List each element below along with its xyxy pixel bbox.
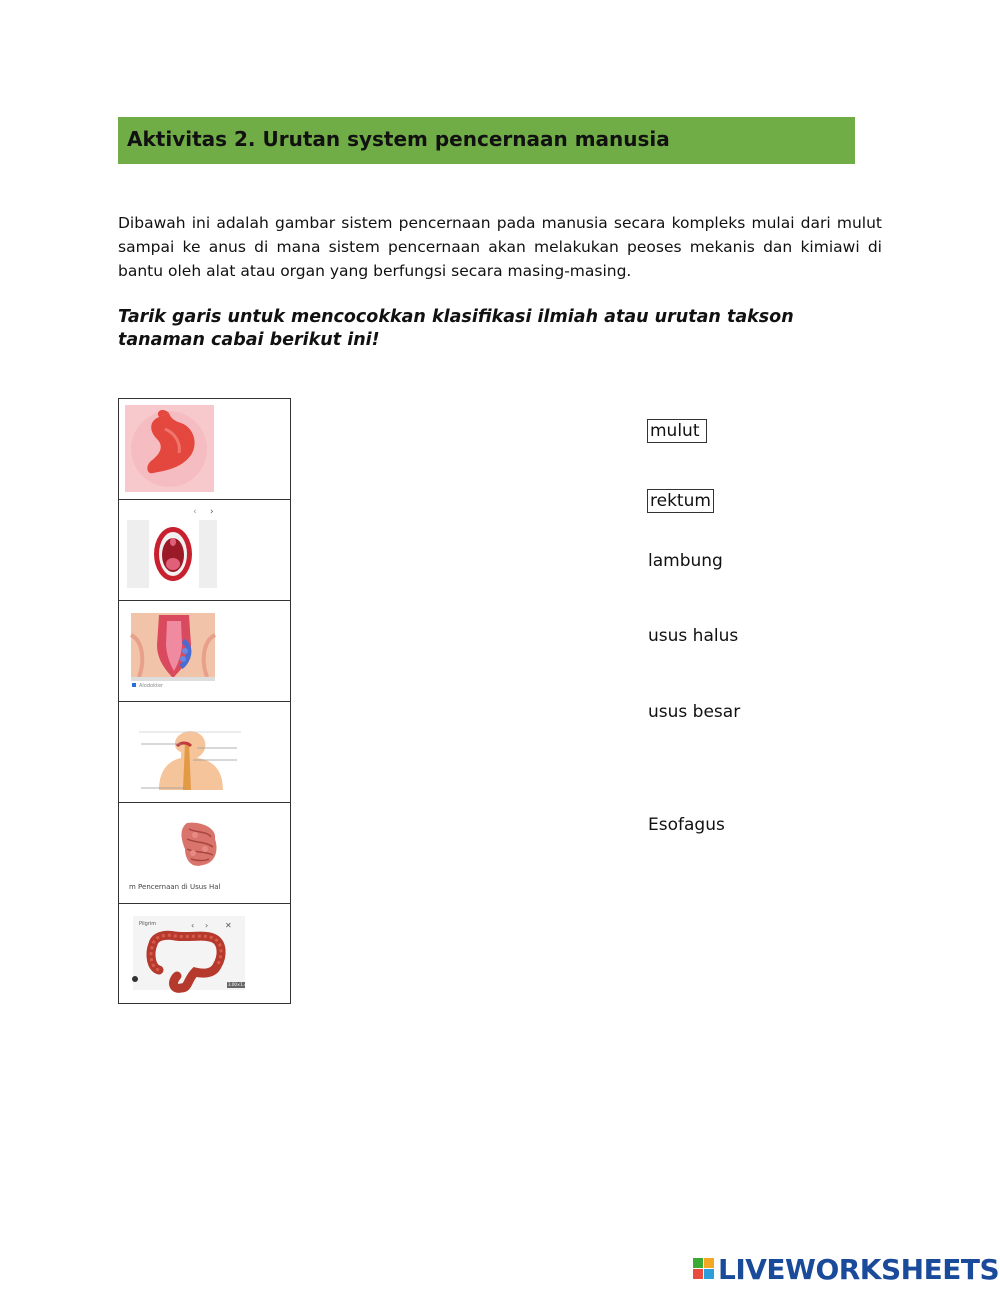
liveworksheets-brand: LIVEWORKSHEETS [718, 1252, 1000, 1286]
svg-text:✕: ✕ [225, 921, 232, 930]
image-cell-mouth[interactable] [119, 500, 290, 601]
esophagus-icon [119, 702, 290, 802]
image-cell-rectum[interactable] [119, 601, 290, 702]
large-intestine-icon [119, 904, 290, 1004]
svg-text:›: › [205, 921, 209, 930]
image-cell-stomach[interactable] [119, 399, 290, 500]
svg-text:›: › [210, 507, 214, 517]
instruction-text: Tarik garis untuk mencocokkan klasifikasi ilmiah atau urutan takson tanaman cabai berikut ini! [118, 307, 794, 350]
option-esofagus[interactable]: Esofagus [648, 815, 725, 835]
intro-paragraph: Dibawah ini adalah gambar sistem pencernaan pada manusia secara kompleks mulai dari mulut sampai ke anus di mana sistem pencernaan akan melakukan peoses mekanis dan kimiawi di bantu oleh alat atau organ yang berfungsi secara masing-masing. [118, 214, 882, 280]
liveworksheets-logo-icon [692, 1257, 716, 1281]
option-usus-halus[interactable]: usus halus [648, 626, 739, 646]
activity-title: Aktivitas 2. Urutan system pencernaan manusia [127, 127, 670, 151]
image-column [118, 398, 291, 1004]
option-mulut[interactable]: mulut [647, 419, 707, 443]
svg-text:Alodokter: Alodokter [139, 683, 164, 689]
option-rektum[interactable]: rektum [647, 489, 714, 513]
large-intestine-badge: 3.00×1.4 [228, 982, 247, 987]
image-cell-esophagus[interactable] [119, 702, 290, 803]
option-lambung[interactable]: lambung [648, 551, 723, 571]
option-usus-besar[interactable]: usus besar [648, 702, 741, 722]
liveworksheets-logo[interactable] [692, 1254, 999, 1284]
stomach-icon [119, 399, 290, 499]
mouth-icon [119, 500, 290, 600]
rectum-icon [119, 601, 290, 701]
svg-text:‹: ‹ [191, 921, 195, 930]
image-cell-small-intestine[interactable] [119, 803, 290, 904]
large-intestine-toolbar-label: Pilgrim [139, 921, 157, 927]
image-cell-large-intestine[interactable] [119, 904, 290, 1004]
svg-text:‹: ‹ [193, 507, 197, 517]
small-intestine-caption: m Pencernaan di Usus Hal [129, 883, 221, 891]
